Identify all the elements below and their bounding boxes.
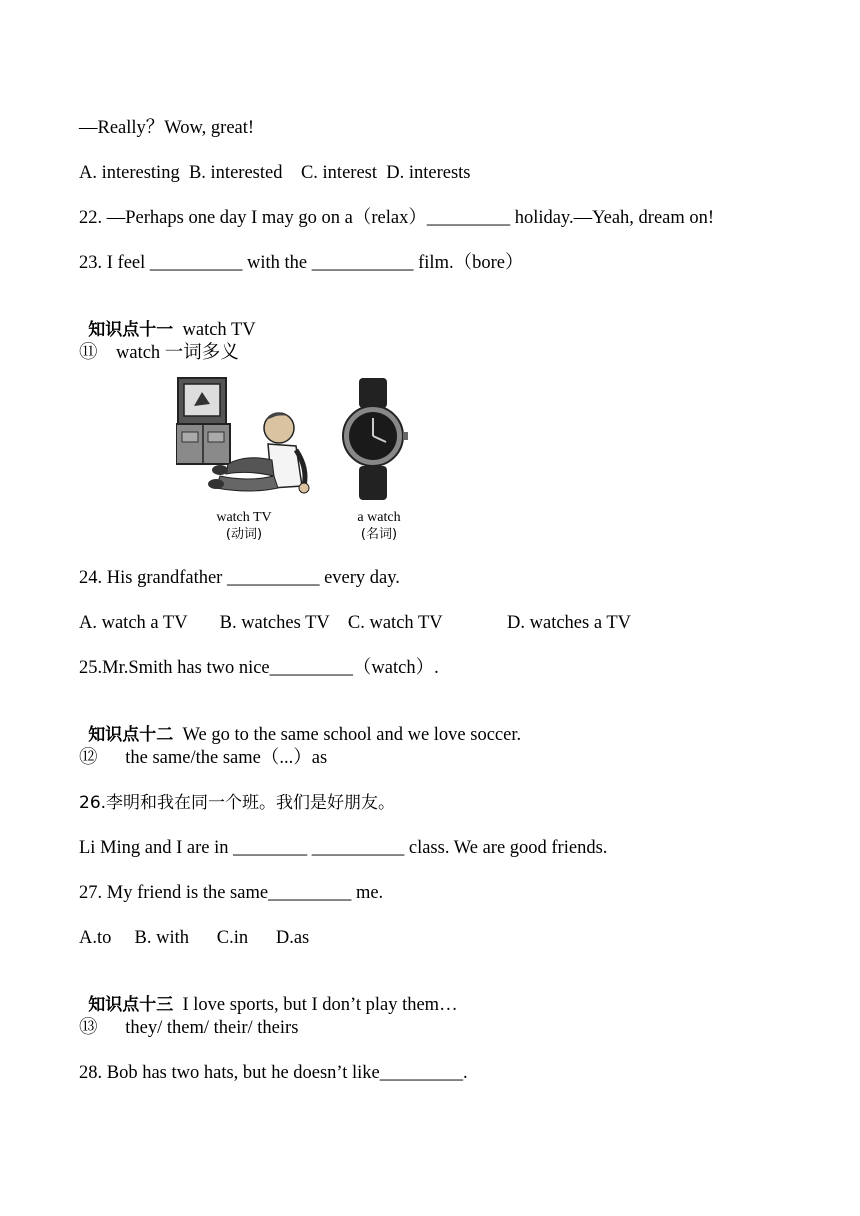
caption-a-watch [344,509,414,543]
question-24: 24. His grandfather __________ every day. [79,568,400,588]
question-26-chinese: 26.李明和我在同一个班。我们是好朋友。 [79,793,396,813]
knowledge-point-label: 知识点十二 [88,725,174,745]
question-28: 28. Bob has two hats, but he doesn’t like_________. [79,1063,468,1083]
wristwatch-icon [343,378,408,500]
knowledge-point-text: We go to the same school and we love soccer. [173,725,522,745]
note-13: ⑬ they/ them/ their/ theirs [79,1018,299,1038]
options-24: A. watch a TV B. watches TV C. watch TV D. watches a TV [79,613,632,633]
knowledge-point-13-heading [79,972,458,1016]
caption-watch-tv-en: watch TV [216,510,272,525]
note-11: ⑪ watch 一词多义 [79,343,239,363]
watch-tv-and-wristwatch-drawing [176,376,426,511]
question-27: 27. My friend is the same_________ me. [79,883,384,903]
note-12: ⑫ the same/the same（...）as [79,748,328,768]
caption-watch-tv [204,509,284,543]
watch-illustration [176,376,426,548]
knowledge-point-label: 知识点十三 [88,995,174,1015]
knowledge-point-label: 知识点十一 [88,320,174,340]
knowledge-point-12-heading [79,702,521,746]
knowledge-point-text: watch TV [173,320,256,340]
question-25: 25.Mr.Smith has two nice_________（watch）. [79,658,439,678]
tv-icon [176,378,230,464]
question-22: 22. —Perhaps one day I may go on a（relax）_________ holiday.—Yeah, dream on! [79,208,715,228]
options-21: A. interesting B. interested C. interest D. interests [79,163,471,183]
question-23: 23. I feel __________ with the ___________ film.（bore） [79,253,524,273]
knowledge-point-11-heading [79,297,256,341]
options-27: A.to B. with C.in D.as [79,928,310,948]
caption-a-watch-en: a watch [357,510,401,525]
caption-watch-tv-cn: (动词) [225,527,263,542]
dialogue-reply: —Really？Wow, great! [79,118,255,138]
knowledge-point-text: I love sports, but I don’t play them… [173,995,458,1015]
caption-a-watch-cn: (名词) [360,527,398,542]
question-26-english: Li Ming and I are in ________ __________ class. We are good friends. [79,838,608,858]
